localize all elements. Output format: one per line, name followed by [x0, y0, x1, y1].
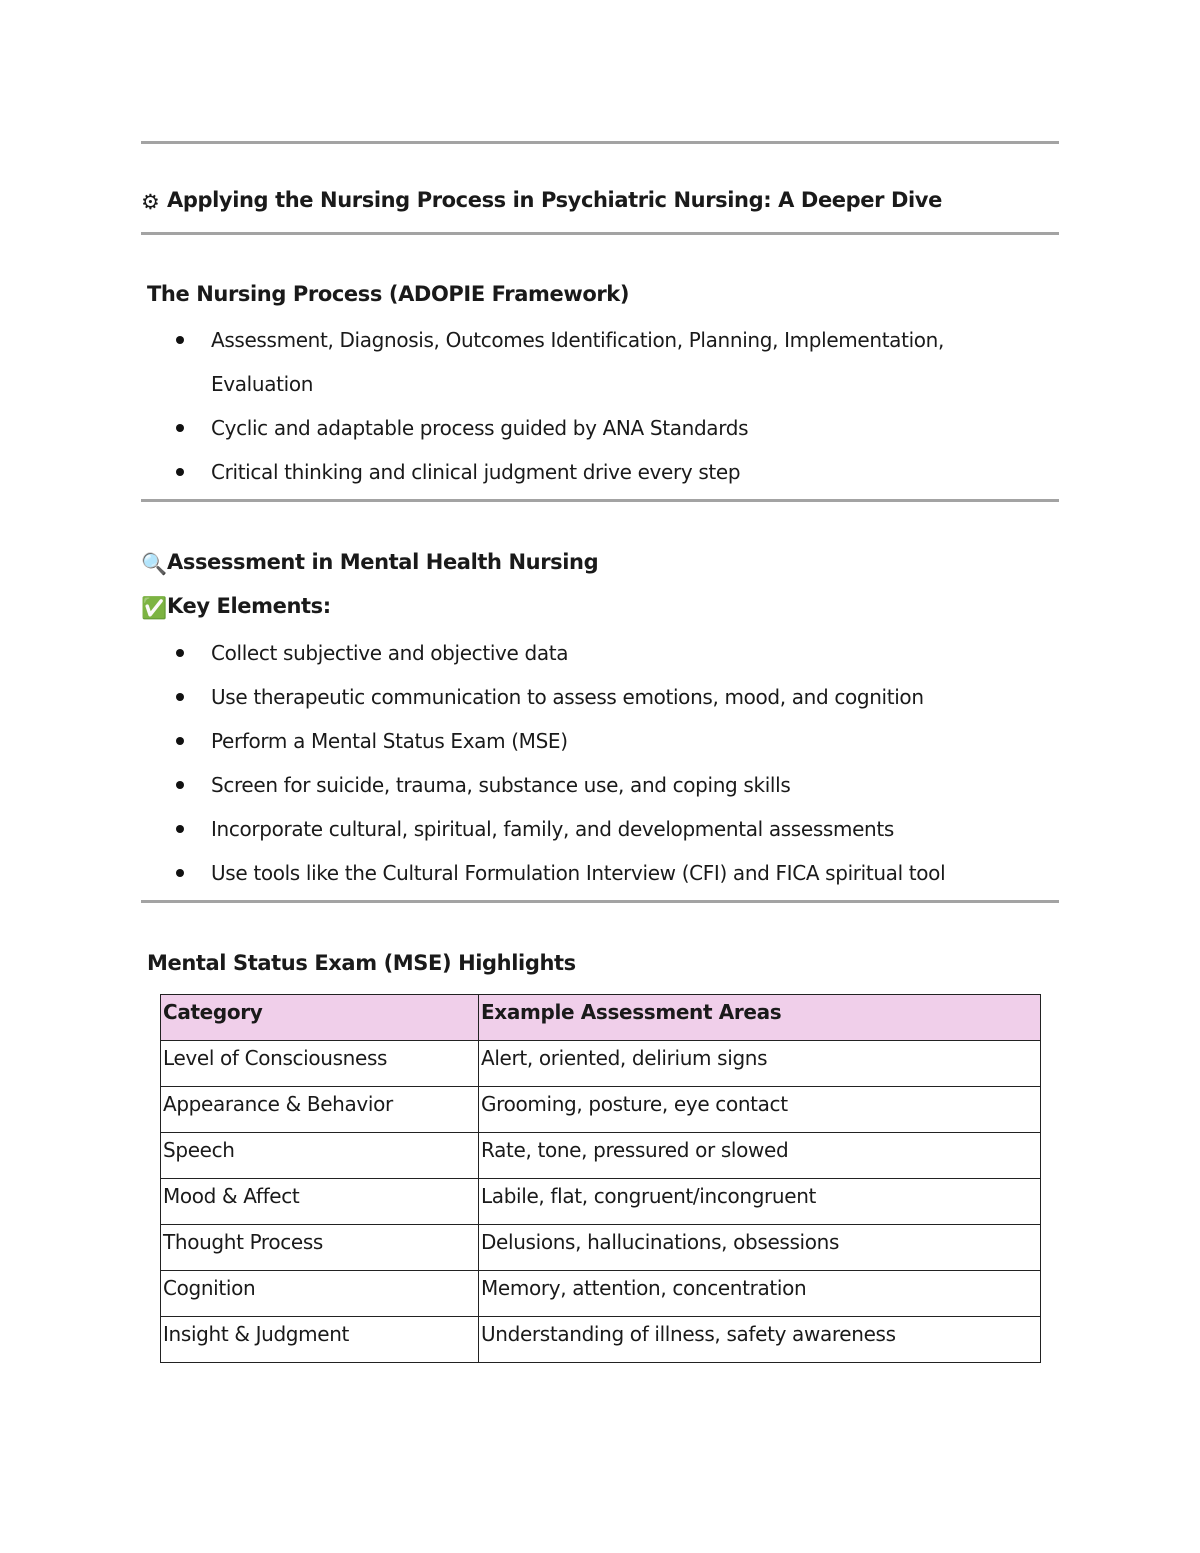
table-cell: Level of Consciousness [161, 1041, 479, 1087]
table-cell: Labile, flat, congruent/incongruent [479, 1179, 1041, 1225]
key-elements-heading [141, 594, 331, 621]
key-elements-text: Key Elements: [167, 594, 331, 618]
table-row [161, 1271, 1041, 1317]
list-item: Cyclic and adaptable process guided by ANA Standards [0, 406, 1001, 450]
table-cell: Understanding of illness, safety awareness [479, 1317, 1041, 1363]
assessment-list [0, 631, 1200, 895]
document-title [141, 188, 942, 214]
horizontal-rule [141, 900, 1059, 903]
magnifier-icon: 🔍 [141, 552, 167, 576]
table-cell: Mood & Affect [161, 1179, 479, 1225]
document-title-text: Applying the Nursing Process in Psychiatric Nursing: A Deeper Dive [167, 188, 942, 212]
list-item: Use tools like the Cultural Formulation Interview (CFI) and FICA spiritual tool [0, 851, 1001, 895]
list-item: Collect subjective and objective data [0, 631, 1001, 675]
gear-icon: ⚙ [141, 190, 160, 214]
column-header: Example Assessment Areas [479, 995, 1041, 1041]
horizontal-rule [141, 141, 1059, 144]
nursing-process-list [0, 318, 1200, 494]
list-item: Perform a Mental Status Exam (MSE) [0, 719, 1001, 763]
list-item: Screen for suicide, trauma, substance use, and coping skills [0, 763, 1001, 807]
list-item: Critical thinking and clinical judgment drive every step [0, 450, 1001, 494]
table-cell: Grooming, posture, eye contact [479, 1087, 1041, 1133]
table-cell: Cognition [161, 1271, 479, 1317]
table-cell: Thought Process [161, 1225, 479, 1271]
horizontal-rule [141, 499, 1059, 502]
table-cell: Alert, oriented, delirium signs [479, 1041, 1041, 1087]
table-cell: Appearance & Behavior [161, 1087, 479, 1133]
table-row [161, 1133, 1041, 1179]
table-cell: Insight & Judgment [161, 1317, 479, 1363]
list-item: Incorporate cultural, spiritual, family, and developmental assessments [0, 807, 1001, 851]
table-cell: Memory, attention, concentration [479, 1271, 1041, 1317]
table-row [161, 1317, 1041, 1363]
horizontal-rule [141, 232, 1059, 235]
table-cell: Speech [161, 1133, 479, 1179]
table-row [161, 1179, 1041, 1225]
column-header: Category [161, 995, 479, 1041]
mse-heading: Mental Status Exam (MSE) Highlights [147, 951, 576, 975]
assessment-heading [141, 550, 598, 577]
table-row [161, 1225, 1041, 1271]
mse-table [160, 994, 1041, 1363]
table-row [161, 1087, 1041, 1133]
list-item: Use therapeutic communication to assess emotions, mood, and cognition [0, 675, 1001, 719]
table-cell: Delusions, hallucinations, obsessions [479, 1225, 1041, 1271]
table-row [161, 1041, 1041, 1087]
assessment-heading-text: Assessment in Mental Health Nursing [167, 550, 599, 574]
table-cell: Rate, tone, pressured or slowed [479, 1133, 1041, 1179]
check-mark-icon: ✅ [141, 596, 167, 620]
nursing-process-heading: The Nursing Process (ADOPIE Framework) [147, 282, 630, 306]
table-header-row [161, 995, 1041, 1041]
list-item: Assessment, Diagnosis, Outcomes Identification, Planning, Implementation, Evaluation [0, 318, 1001, 406]
